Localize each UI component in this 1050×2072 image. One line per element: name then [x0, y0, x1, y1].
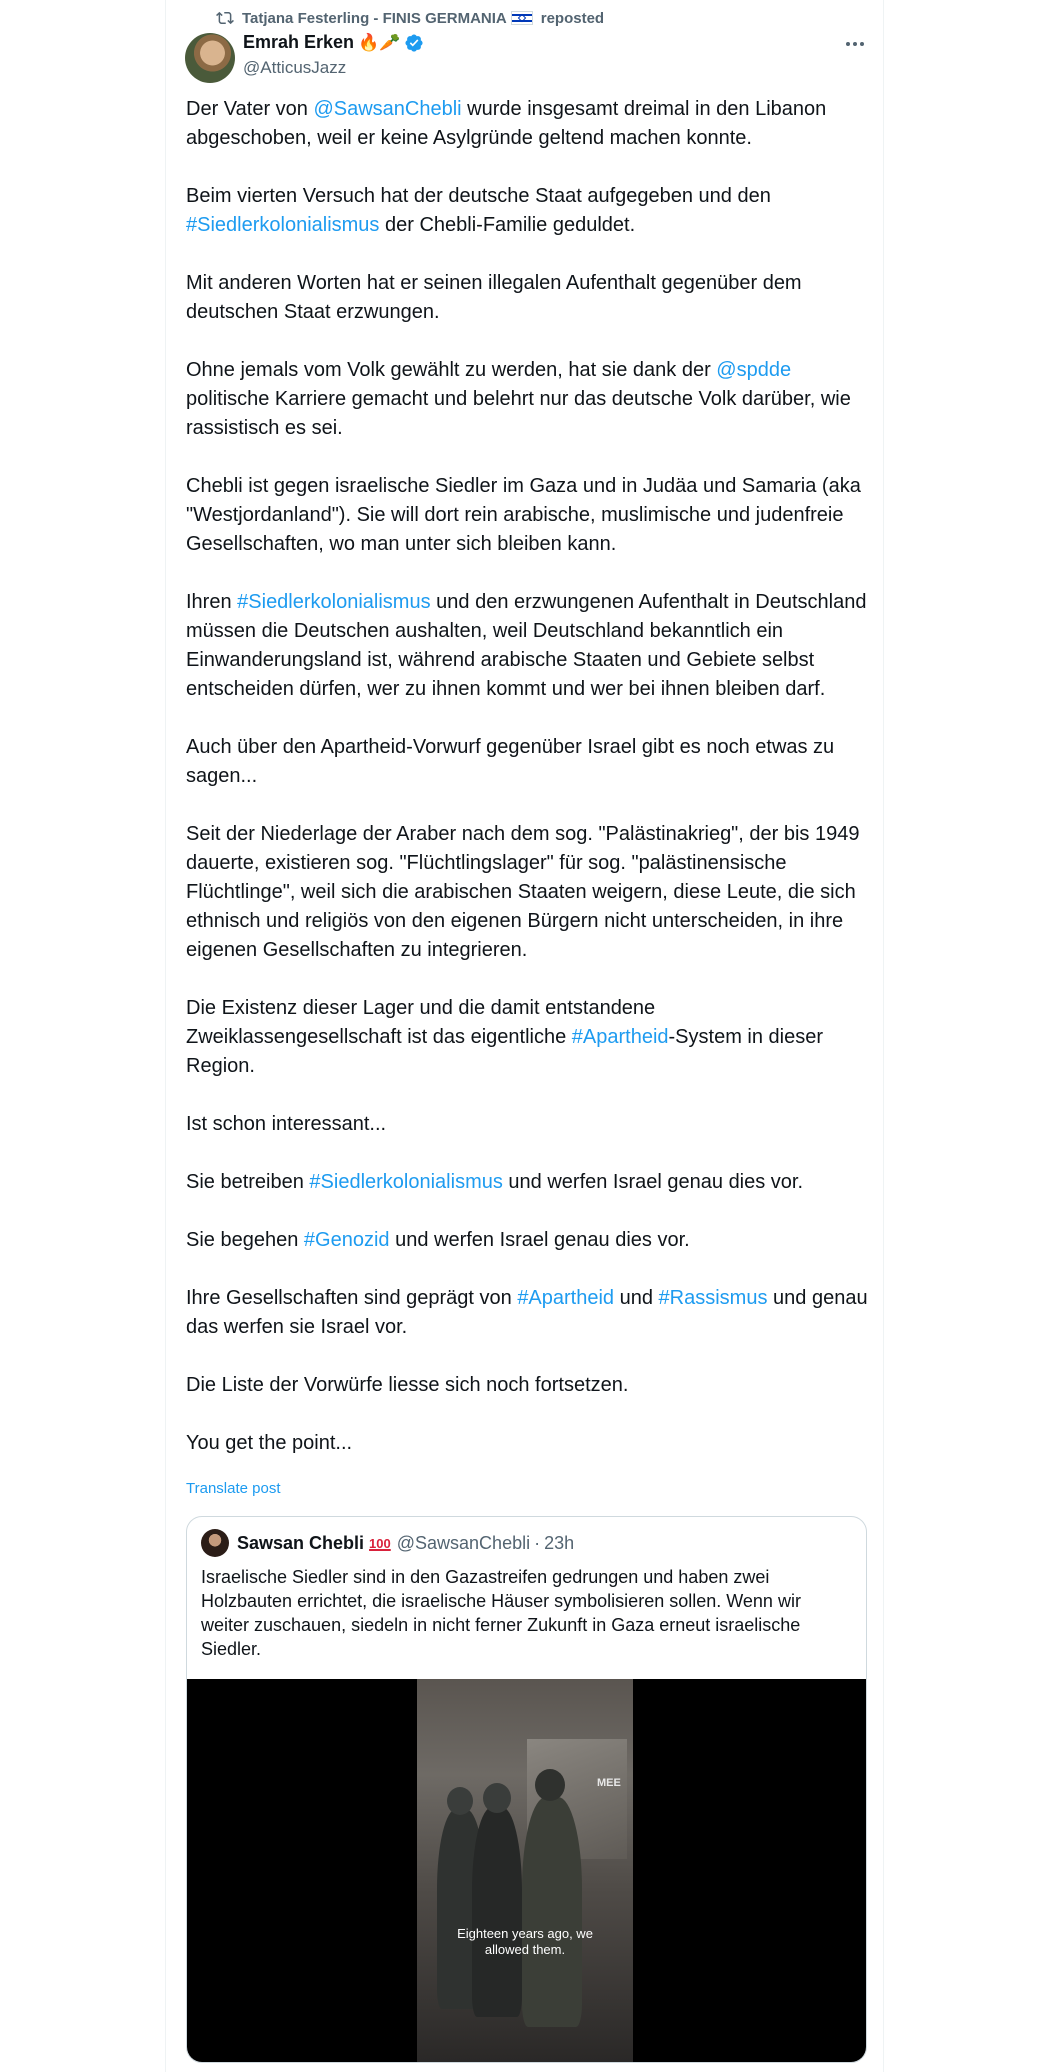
translate-post-link[interactable]: Translate post: [186, 1480, 281, 1497]
quoted-post-header: [201, 1529, 574, 1557]
more-options-button[interactable]: [840, 32, 870, 56]
video-subtitle-line: allowed them.: [484, 1942, 566, 1957]
author-name-emoji: 🔥🥕: [358, 32, 401, 52]
post-paragraph: Beim vierten Versuch hat der deutsche Staat aufgegeben und den #Siedlerkolonialismus der Chebli-Familie geduldet.: [186, 185, 771, 236]
author-name[interactable]: Emrah Erken: [243, 32, 355, 52]
post-paragraph: Ist schon interessant...: [186, 1113, 387, 1135]
post-paragraph: You get the point...: [186, 1432, 353, 1454]
quoted-post[interactable]: [186, 1516, 867, 2063]
post-paragraph: Seit der Niederlage der Araber nach dem sog. "Palästinakrieg", der bis 1949 dauerte, existieren sog. "Flüchtlingslager" für sog. "palästinensische Flüchtlinge", weil sich die arabischen Staaten weigern, diese Leute, die sich ethnisch und religiös von den eigenen Bürgern nicht unterscheiden, in ihre eigenen Gesellschaften zu integrieren.: [186, 823, 860, 961]
separator-dot: ·: [534, 1532, 541, 1553]
more-dot-icon: [846, 42, 850, 46]
more-dot-icon: [853, 42, 857, 46]
quoted-post-text: Israelische Siedler sind in den Gazastreifen gedrungen und haben zwei Holzbauten errichtet, die israelische Häuser symbolisieren sollen. Wenn wir weiter zuschauen, siedeln in nicht ferner Zukunft in Gaza erneut israelische Siedler.: [201, 1567, 801, 1659]
hashtag-link[interactable]: #Siedlerkolonialismus: [237, 591, 431, 613]
video-subtitle: [417, 1926, 633, 1958]
more-dot-icon: [860, 42, 864, 46]
post-paragraph: Ihre Gesellschaften sind geprägt von #Apartheid und #Rassismus und genau das werfen sie Israel vor.: [186, 1287, 868, 1338]
author-avatar[interactable]: [185, 33, 235, 83]
hashtag-link[interactable]: #Siedlerkolonialismus: [186, 214, 380, 236]
mention-link[interactable]: @spdde: [716, 359, 792, 381]
post-paragraph: Ihren #Siedlerkolonialismus und den erzwungenen Aufenthalt in Deutschland müssen die Deutschen aushalten, weil Deutschland bekanntlich ein Einwanderungsland ist, während arabische Staaten und Gebiete selbst entscheiden dürfen, wer zu ihnen kommt und wer bei ihnen bleiben darf.: [186, 591, 867, 700]
reposted-label: reposted: [540, 9, 605, 27]
post-paragraph: Auch über den Apartheid-Vorwurf gegenüber Israel gibt es noch etwas zu sagen...: [186, 736, 835, 787]
video-subtitle-line: Eighteen years ago, we: [457, 1926, 593, 1941]
post-paragraph: Chebli ist gegen israelische Siedler im Gaza und in Judäa und Samaria (aka "Westjordanland"). Sie will dort rein arabische, muslimische und judenfreie Gesellschaften, wo man unter sich bleiben kann.: [186, 475, 861, 555]
post-paragraph: Sie begehen #Genozid und werfen Israel genau dies vor.: [186, 1229, 690, 1251]
mention-link[interactable]: @SawsanChebli: [313, 98, 462, 120]
post-text: [186, 95, 871, 1458]
hashtag-link[interactable]: #Apartheid: [517, 1287, 615, 1309]
video-watermark: MEE: [597, 1777, 621, 1789]
post-paragraph: Der Vater von @SawsanChebli wurde insgesamt dreimal in den Libanon abgeschoben, weil er keine Asylgründe geltend machen konnte.: [186, 98, 827, 149]
quoted-author-handle[interactable]: @SawsanChebli: [396, 1532, 531, 1553]
post-paragraph: Mit anderen Worten hat er seinen illegalen Aufenthalt gegenüber dem deutschen Staat erzwungen.: [186, 272, 802, 323]
author-name-row[interactable]: [243, 32, 424, 53]
israel-flag-icon: [511, 11, 533, 25]
quoted-author-avatar[interactable]: [201, 1529, 229, 1557]
repost-icon: [216, 9, 234, 27]
post-paragraph: Die Existenz dieser Lager und die damit entstandene Zweiklassengesellschaft ist das eigentliche #Apartheid-System in dieser Region.: [186, 997, 824, 1077]
hashtag-link[interactable]: #Siedlerkolonialismus: [309, 1171, 503, 1193]
quoted-post-timestamp[interactable]: 23h: [544, 1532, 575, 1553]
hashtag-link[interactable]: #Rassismus: [658, 1287, 768, 1309]
hashtag-link[interactable]: #Genozid: [303, 1229, 390, 1251]
video-frame: [417, 1679, 633, 2062]
hundred-points-icon: 100: [369, 1535, 391, 1551]
repost-user[interactable]: Tatjana Festerling - FINIS GERMANIA: [242, 9, 507, 27]
hashtag-link[interactable]: #Apartheid: [571, 1026, 669, 1048]
author-handle[interactable]: @AtticusJazz: [243, 58, 347, 77]
post-paragraph: Die Liste der Vorwürfe liesse sich noch fortsetzen.: [186, 1374, 629, 1396]
video-player[interactable]: [187, 1679, 866, 2062]
post-paragraph: Sie betreiben #Siedlerkolonialismus und werfen Israel genau dies vor.: [186, 1171, 804, 1193]
quoted-author-name[interactable]: Sawsan Chebli: [237, 1532, 365, 1553]
repost-context[interactable]: [216, 8, 604, 28]
verified-badge-icon[interactable]: [404, 33, 424, 53]
post-paragraph: Ohne jemals vom Volk gewählt zu werden, hat sie dank der @spdde politische Karriere gemacht und belehrt nur das deutsche Volk darüber, wie rassistisch es sei.: [186, 359, 851, 439]
